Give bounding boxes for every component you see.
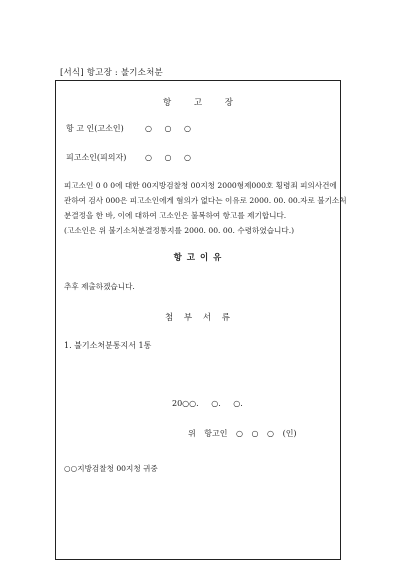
respondent-label: 피고소인(피의자) (66, 153, 127, 162)
document-frame (55, 80, 347, 560)
body-line: 피고소인 0 0 0에 대한 00지방검찰청 00지청 2000형제000호 횡령죄 피의사건에 (64, 181, 337, 190)
document-date: 20○○. ○. ○. (172, 399, 243, 408)
signature-line: 위 항고인 ○ ○ ○ (인) (188, 429, 297, 438)
respondent-name: ○ ○ ○ (145, 153, 192, 162)
body-line: (고소인은 위 불기소처분결정통지를 2000. 00. 00. 수령하였습니다.) (64, 226, 295, 235)
reason-text: 추후 제출하겠습니다. (64, 282, 135, 291)
appellant-name: ○ ○ ○ (145, 124, 192, 133)
reason-title: 항 고 이 유 (173, 253, 223, 263)
body-line: 분결정을 한 바, 이에 대하여 고소인은 불복하여 항고를 제기합니다. (64, 211, 287, 220)
attachment-item: 1. 불기소처분통지서 1통 (64, 341, 152, 350)
appellant-label: 항 고 인(고소인) (66, 124, 124, 133)
body-line: 관하여 검사 000은 피고소인에게 혐의가 없다는 이유로 2000. 00. 00.자로 불기소처 (64, 196, 347, 205)
addressee-line: ○○지방검찰청 00지청 귀중 (64, 464, 158, 473)
attachments-title: 첨 부 서 류 (165, 313, 231, 323)
form-caption: [서식] 항고장 : 불기소처분 (60, 68, 163, 78)
document-title: 항 고 장 (162, 98, 234, 108)
